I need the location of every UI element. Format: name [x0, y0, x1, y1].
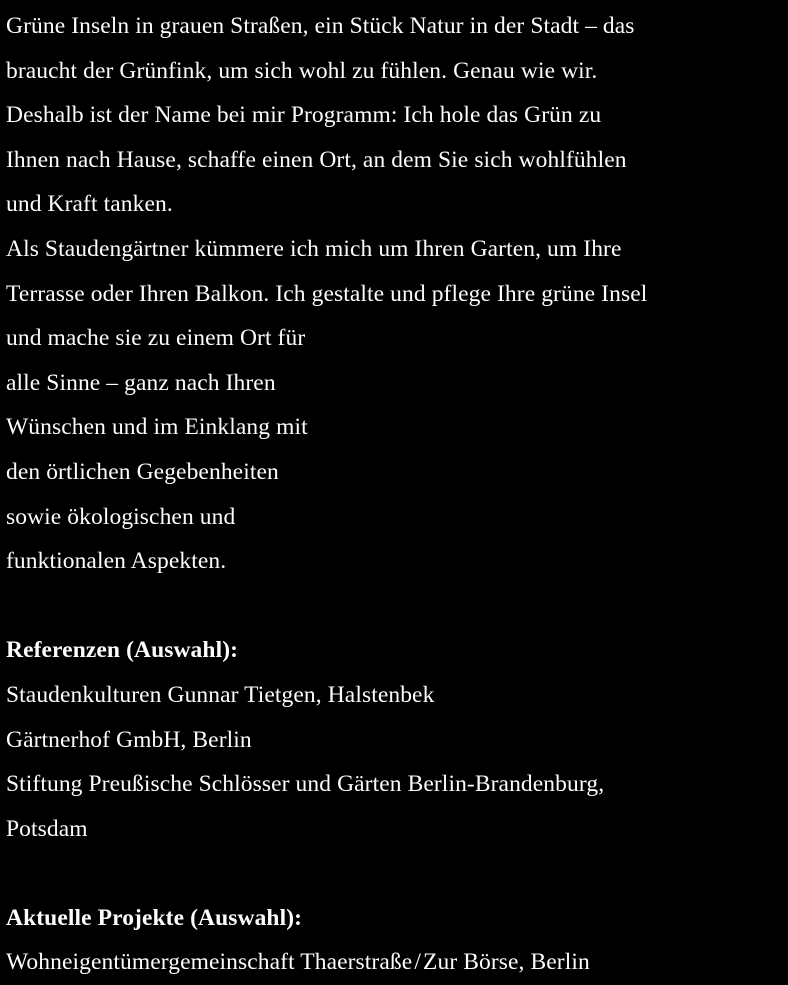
paragraph-spacer — [6, 584, 780, 629]
intro-line: Als Staudengärtner kümmere ich mich um Ihren Garten, um Ihre — [6, 235, 622, 262]
intro-paragraph — [6, 4, 780, 584]
intro-line: braucht der Grünfink, um sich wohl zu fühlen. Genau wie wir. — [6, 57, 598, 84]
intro-line: funktionalen Aspekten. — [6, 548, 227, 575]
projects-heading: Aktuelle Projekte (Auswahl): — [6, 904, 303, 931]
intro-line: Deshalb ist der Name bei mir Programm: Ich hole das Grün zu — [6, 102, 602, 129]
intro-line: den örtlichen Gegebenheiten — [6, 458, 279, 485]
project-line: Wohneigentümergemeinschaft Thaerstraße / Zur Börse, Berlin — [6, 949, 590, 976]
intro-line: alle Sinne – ganz nach Ihren — [6, 369, 276, 396]
references-heading: Referenzen (Auswahl): — [6, 637, 239, 664]
section-spacer — [6, 851, 780, 896]
projects-section — [6, 896, 780, 985]
reference-line: Stiftung Preußische Schlösser und Gärten Berlin-Brandenburg, — [6, 771, 605, 798]
intro-line: und Kraft tanken. — [6, 191, 173, 218]
intro-line: Wünschen und im Einklang mit — [6, 414, 308, 441]
intro-line: sowie ökologischen und — [6, 503, 236, 530]
intro-line: Grüne Inseln in grauen Straßen, ein Stück Natur in der Stadt – das — [6, 13, 635, 39]
references-section — [6, 628, 780, 851]
reference-line: Potsdam — [6, 815, 88, 842]
intro-line: Ihnen nach Hause, schaffe einen Ort, an dem Sie sich wohlfühlen — [6, 146, 627, 173]
reference-line: Gärtnerhof GmbH, Berlin — [6, 726, 252, 753]
intro-line: Terrasse oder Ihren Balkon. Ich gestalte und pflege Ihre grüne Insel — [6, 280, 648, 307]
reference-line: Staudenkulturen Gunnar Tietgen, Halstenbek — [6, 681, 435, 708]
intro-line: und mache sie zu einem Ort für — [6, 325, 306, 352]
